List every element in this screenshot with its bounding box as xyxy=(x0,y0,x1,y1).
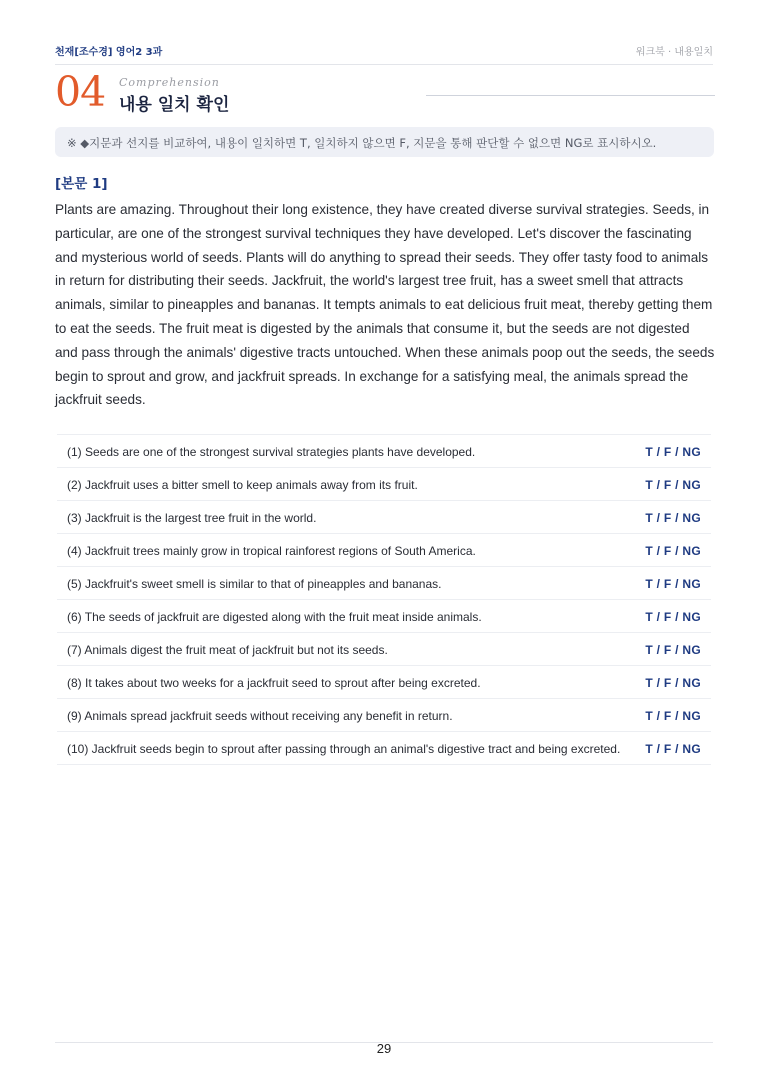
passage-text: Plants are amazing. Throughout their long existence, they have created diverse survival strategies. Seeds, in particular, are one of the strongest survival techniques they have developed. Let's discover the fascinating and mysterious world of seeds. Plants will do anything to spread their seeds. They offer tasty food to animals in return for distributing their seeds. Jackfruit, the world's largest tree fruit, has a sweet smell that attracts animals, similar to pineapples and bananas. It tempts animals to eat delicious fruit meat, thereby getting them to eat the seeds. The fruit meat is digested by the animals that consume it, but the seeds are not digested and pass through the animals' digestive tracts untouched. When these animals poop out the seeds, the seeds begin to sprout and grow, and jackfruit spreads. In exchange for a satisfying meal, the animals spread the jackfruit seeds. xyxy=(55,202,715,408)
course-title: 천재[조수경] 영어2 3과 xyxy=(55,47,163,58)
instruction-text: ※ ◆지문과 선지를 비교하여, 내용이 일치하면 T, 일치하지 않으면 F, 지문을 통해 판단할 수 없으면 NG로 표시하시오. xyxy=(67,136,657,150)
passage-label: [본문 1] xyxy=(55,176,108,192)
section-number: 04 xyxy=(55,68,106,116)
answer-options[interactable]: T / F / NG xyxy=(645,544,701,558)
question-row xyxy=(57,633,711,666)
question-text: (5) Jackfruit's sweet smell is similar to that of pineapples and bananas. xyxy=(67,577,442,591)
answer-options[interactable]: T / F / NG xyxy=(645,643,701,657)
section-heading xyxy=(55,70,715,116)
question-text: (1) Seeds are one of the strongest survival strategies plants have developed. xyxy=(67,445,476,459)
answer-options[interactable]: T / F / NG xyxy=(645,610,701,624)
question-text: (6) The seeds of jackfruit are digested along with the fruit meat inside animals. xyxy=(67,610,482,624)
question-row xyxy=(57,699,711,732)
question-row xyxy=(57,666,711,699)
answer-options[interactable]: T / F / NG xyxy=(645,577,701,591)
question-text: (8) It takes about two weeks for a jackfruit seed to sprout after being excreted. xyxy=(67,676,481,690)
answer-options[interactable]: T / F / NG xyxy=(645,742,701,756)
section-title: 내용 일치 확인 xyxy=(119,95,230,115)
page-number: 29 xyxy=(376,1041,392,1056)
answer-options[interactable]: T / F / NG xyxy=(645,709,701,723)
question-row xyxy=(57,534,711,567)
instruction-box xyxy=(55,127,714,157)
question-row xyxy=(57,732,711,765)
question-list xyxy=(57,434,711,765)
question-row xyxy=(57,468,711,501)
answer-options[interactable]: T / F / NG xyxy=(645,445,701,459)
question-text: (10) Jackfruit seeds begin to sprout after passing through an animal's digestive tract and being excreted. xyxy=(67,742,621,756)
heading-divider xyxy=(426,95,715,96)
question-row xyxy=(57,600,711,633)
page-header xyxy=(55,40,713,65)
answer-options[interactable]: T / F / NG xyxy=(645,676,701,690)
question-row xyxy=(57,435,711,468)
question-row xyxy=(57,501,711,534)
question-text: (9) Animals spread jackfruit seeds without receiving any benefit in return. xyxy=(67,709,453,723)
question-text: (3) Jackfruit is the largest tree fruit in the world. xyxy=(67,511,317,525)
question-text: (7) Animals digest the fruit meat of jackfruit but not its seeds. xyxy=(67,643,388,657)
question-text: (4) Jackfruit trees mainly grow in tropical rainforest regions of South America. xyxy=(67,544,476,558)
answer-options[interactable]: T / F / NG xyxy=(645,478,701,492)
question-row xyxy=(57,567,711,600)
section-subtitle: Comprehension xyxy=(119,76,220,89)
question-text: (2) Jackfruit uses a bitter smell to keep animals away from its fruit. xyxy=(67,478,418,492)
section-category: 워크북 · 내용일치 xyxy=(635,47,713,58)
answer-options[interactable]: T / F / NG xyxy=(645,511,701,525)
